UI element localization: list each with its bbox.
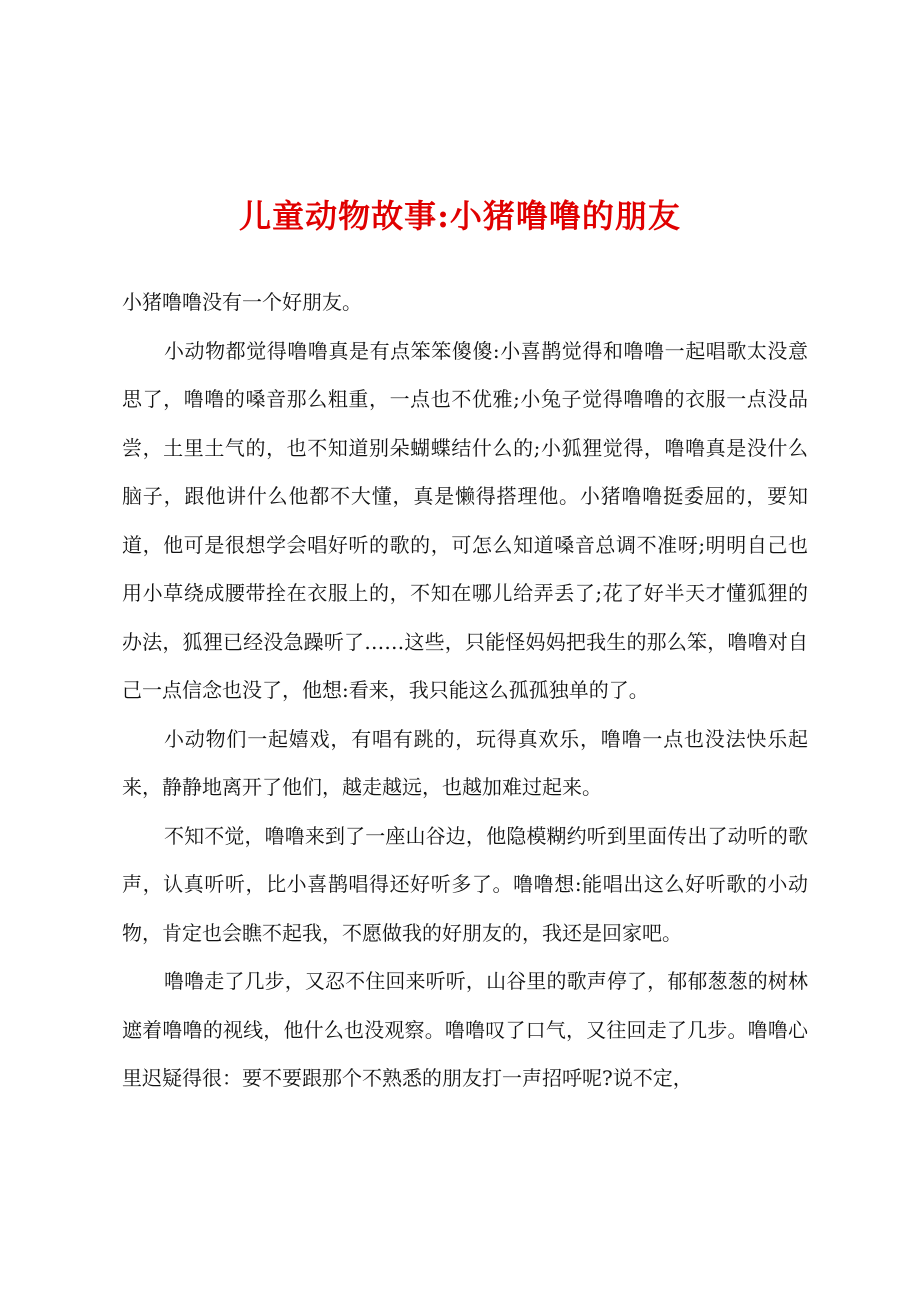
- story-body: [122, 278, 808, 1103]
- paragraph-3: 小动物们一起嬉戏，有唱有跳的，玩得真欢乐，噜噜一点也没法快乐起来，静静地离开了他们，越走越远，也越加难过起来。: [122, 726, 808, 799]
- paragraph-5: 噜噜走了几步，又忍不住回来听听，山谷里的歌声停了，郁郁葱葱的树林遮着噜噜的视线，他什么也没观察。噜噜叹了口气，又往回走了几步。噜噜心里迟疑得很：要不要跟那个不熟悉的朋友打一声招呼呢?说不定，: [122, 969, 808, 1090]
- paragraph-2: 小动物都觉得噜噜真是有点笨笨傻傻:小喜鹊觉得和噜噜一起唱歌太没意思了，噜噜的嗓音那么粗重，一点也不优雅;小兔子觉得噜噜的衣服一点没品尝，土里土气的，也不知道别朵蝴蝶结什么的;小狐狸觉得，噜噜真是没什么脑子，跟他讲什么他都不大懂，真是懒得搭理他。小猪噜噜挺委屈的，要知道，他可是很想学会唱好听的歌的，可怎么知道嗓音总调不准呀;明明自己也用小草绕成腰带拴在衣服上的，不知在哪儿给弄丢了;花了好半天才懂狐狸的办法，狐狸已经没急躁听了……这些，只能怪妈妈把我生的那么笨，噜噜对自己一点信念也没了，他想:看来，我只能这么孤孤独单的了。: [122, 338, 808, 702]
- paragraph-1: 小猪噜噜没有一个好朋友。: [122, 290, 362, 314]
- paragraph-4: 不知不觉，噜噜来到了一座山谷边，他隐模糊约听到里面传出了动听的歌声，认真听听，比小喜鹊唱得还好听多了。噜噜想:能唱出这么好听歌的小动物，肯定也会瞧不起我，不愿做我的好朋友的，我还是回家吧。: [122, 823, 808, 945]
- page-title: 儿童动物故事:小猪噜噜的朋友: [239, 197, 681, 235]
